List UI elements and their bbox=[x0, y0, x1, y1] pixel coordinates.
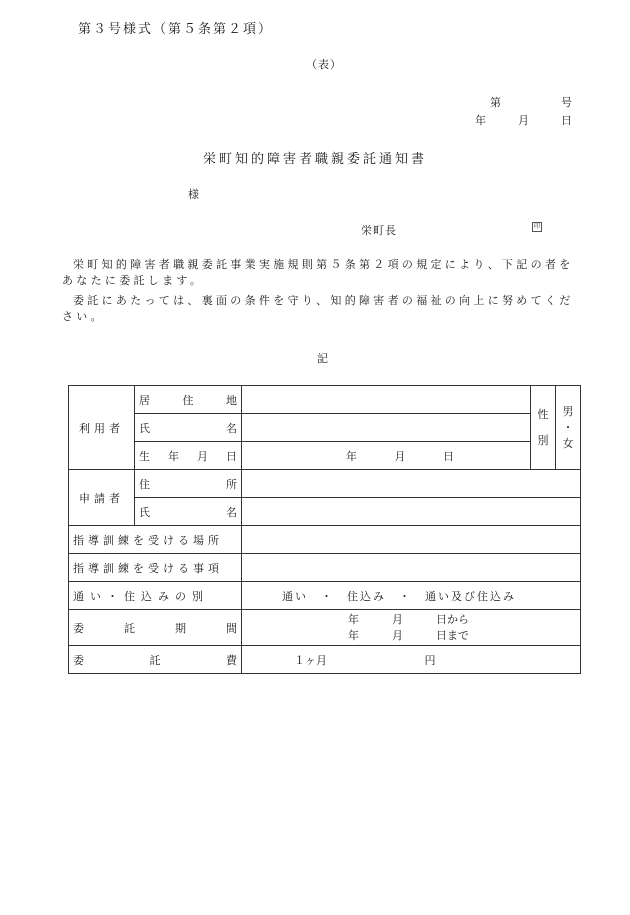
body-paragraph-2: 委託にあたっては、裏面の条件を守り、知的障害者の福祉の向上に努めてください。 bbox=[62, 294, 574, 323]
table-row bbox=[69, 582, 581, 610]
table-row bbox=[69, 442, 581, 470]
user-label: 利用者 bbox=[69, 386, 135, 470]
consignment-table bbox=[68, 385, 581, 674]
seal-mark: 印 bbox=[533, 223, 540, 230]
birth-day: 日 bbox=[443, 449, 454, 463]
table-row bbox=[69, 554, 581, 582]
body-paragraph-1: 栄町知的障害者職親委託事業実施規則第５条第２項の規定により、下記の者をあなたに委託します。 bbox=[62, 258, 574, 287]
period-to: 年 月 日まで bbox=[348, 628, 469, 642]
sender-title: 栄町長 bbox=[361, 224, 397, 237]
training-matter-label: 指導訓練を受ける事項 bbox=[69, 554, 242, 582]
period-from: 年 月 日から bbox=[348, 612, 469, 626]
commute-options[interactable]: 通い ・ 住込み ・ 通い及び住込み bbox=[242, 582, 581, 610]
applicant-address-label: 住 所 bbox=[135, 470, 242, 498]
fee-field[interactable] bbox=[242, 646, 581, 674]
training-matter-field[interactable] bbox=[242, 554, 581, 582]
birth-month: 月 bbox=[394, 449, 406, 463]
user-name-label: 氏 名 bbox=[135, 414, 242, 442]
training-place-label: 指導訓練を受ける場所 bbox=[69, 526, 242, 554]
number-suffix: 号 bbox=[561, 96, 572, 109]
table-row bbox=[69, 610, 581, 646]
user-birth-label: 生 年 月 日 bbox=[135, 442, 242, 470]
user-address-label: 居 住 地 bbox=[135, 386, 242, 414]
document-title: 栄町知的障害者職親委託通知書 bbox=[202, 152, 427, 167]
sex-value[interactable]: 男 ・ 女 bbox=[556, 386, 581, 470]
ki-heading: 記 bbox=[317, 352, 328, 365]
period-field[interactable] bbox=[242, 610, 581, 646]
period-label: 委 託 期 間 bbox=[69, 610, 242, 646]
table-row bbox=[69, 386, 581, 414]
applicant-label: 申請者 bbox=[69, 470, 135, 526]
table-row bbox=[69, 526, 581, 554]
form-number: 第３号様式（第５条第２項） bbox=[78, 22, 274, 37]
addressee-honorific: 様 bbox=[188, 188, 199, 201]
birth-year: 年 bbox=[346, 449, 357, 463]
fee-label: 委 託 費 bbox=[69, 646, 242, 674]
table-row bbox=[69, 414, 581, 442]
date-month-label: 月 bbox=[518, 114, 529, 127]
sex-label: 性 別 bbox=[531, 386, 556, 470]
user-name-field[interactable] bbox=[242, 414, 531, 442]
fee-per-month: １ヶ月 bbox=[294, 653, 327, 667]
user-birth-field[interactable] bbox=[242, 442, 531, 470]
table-row bbox=[69, 646, 581, 674]
side-indicator: （表） bbox=[306, 58, 342, 71]
fee-yen: 円 bbox=[424, 653, 436, 667]
date-day-label: 日 bbox=[561, 114, 572, 127]
training-place-field[interactable] bbox=[242, 526, 581, 554]
user-address-field[interactable] bbox=[242, 386, 531, 414]
date-year-label: 年 bbox=[475, 114, 486, 127]
commute-label: 通い・住込みの別 bbox=[69, 582, 242, 610]
applicant-address-field[interactable] bbox=[242, 470, 581, 498]
number-prefix: 第 bbox=[490, 96, 501, 109]
table-row bbox=[69, 470, 581, 498]
applicant-name-field[interactable] bbox=[242, 498, 581, 526]
applicant-name-label: 氏 名 bbox=[135, 498, 242, 526]
table-row bbox=[69, 498, 581, 526]
